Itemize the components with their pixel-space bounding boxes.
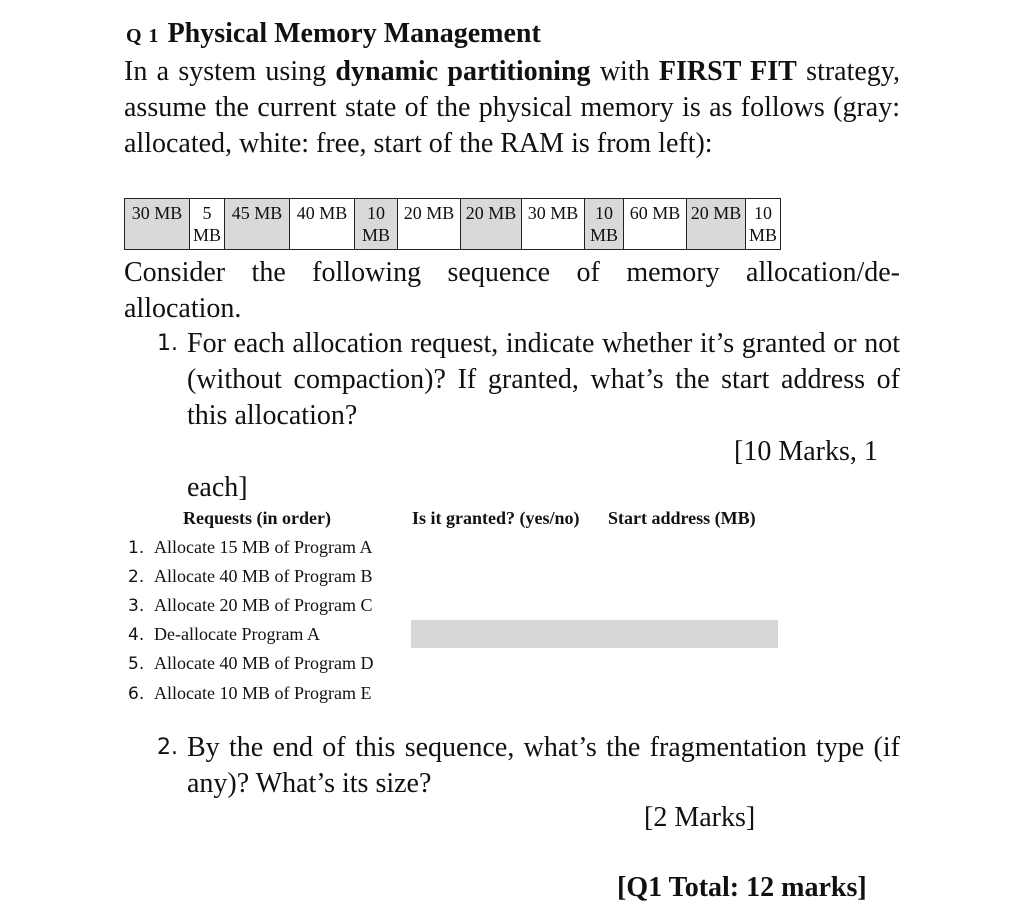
memory-block: 60 MB (624, 199, 687, 250)
memory-block: 20 MB (461, 199, 522, 250)
item-1-marks: [10 Marks, 1 (734, 436, 878, 467)
item-number: 1. (157, 331, 178, 356)
memory-block: 30 MB (522, 199, 585, 250)
intro-paragraph (124, 54, 900, 162)
memory-block: 40 MB (290, 199, 355, 250)
memory-block: 5 MB (190, 199, 225, 250)
request-row: 5. Allocate 40 MB of Program D (128, 653, 374, 674)
memory-block: 20 MB (398, 199, 461, 250)
intro-text-2: with (590, 56, 659, 87)
col-header-requests: Requests (in order) (183, 508, 331, 528)
question-item-2 (157, 730, 900, 802)
memory-block: 20 MB (687, 199, 746, 250)
memory-block: 10 MB (585, 199, 624, 250)
intro-bold-2: FIRST FIT (658, 56, 797, 87)
memory-map-row (125, 199, 781, 250)
request-row: 2. Allocate 40 MB of Program B (128, 566, 373, 587)
consider-text: Consider the following sequence of memory allocation/de-allocation. (124, 257, 900, 324)
memory-block: 45 MB (225, 199, 290, 250)
intro-text-1: In a system using (124, 56, 336, 87)
item-2-marks: [2 Marks] (644, 802, 756, 833)
intro-text-3: strategy, assume the current state of the physical memory is as follows (gray: allocated, white: free, start of the RAM is from left): (124, 56, 900, 159)
intro-bold-1: dynamic partitioning (335, 56, 591, 87)
deallocation-shaded-cell (411, 620, 778, 648)
memory-block: 10 MB (746, 199, 781, 250)
request-row: 1. Allocate 15 MB of Program A (128, 537, 373, 558)
col-header-start-address: Start address (MB) (608, 508, 756, 528)
question-heading (126, 18, 541, 50)
item-number: 2. (157, 735, 178, 760)
request-row: 3. Allocate 20 MB of Program C (128, 595, 373, 616)
memory-block: 30 MB (125, 199, 190, 250)
question-number: Q 1 (126, 25, 160, 47)
col-header-granted: Is it granted? (yes/no) (412, 508, 580, 528)
memory-block: 10 MB (355, 199, 398, 250)
memory-map (124, 198, 781, 250)
item-1-text: For each allocation request, indicate whether it’s granted or not (without compaction)? If granted, what’s the start address of this allocation? (187, 328, 900, 431)
request-row: 4. De-allocate Program A (128, 624, 320, 645)
question-item-1 (157, 326, 900, 434)
item-1-marks-cont: each] (187, 472, 248, 503)
request-row: 6. Allocate 10 MB of Program E (128, 683, 372, 704)
question-title: Physical Memory Management (167, 18, 541, 49)
item-2-text: By the end of this sequence, what’s the fragmentation type (if any)? What’s its size? (187, 732, 900, 799)
total-marks: [Q1 Total: 12 marks] (617, 872, 867, 903)
